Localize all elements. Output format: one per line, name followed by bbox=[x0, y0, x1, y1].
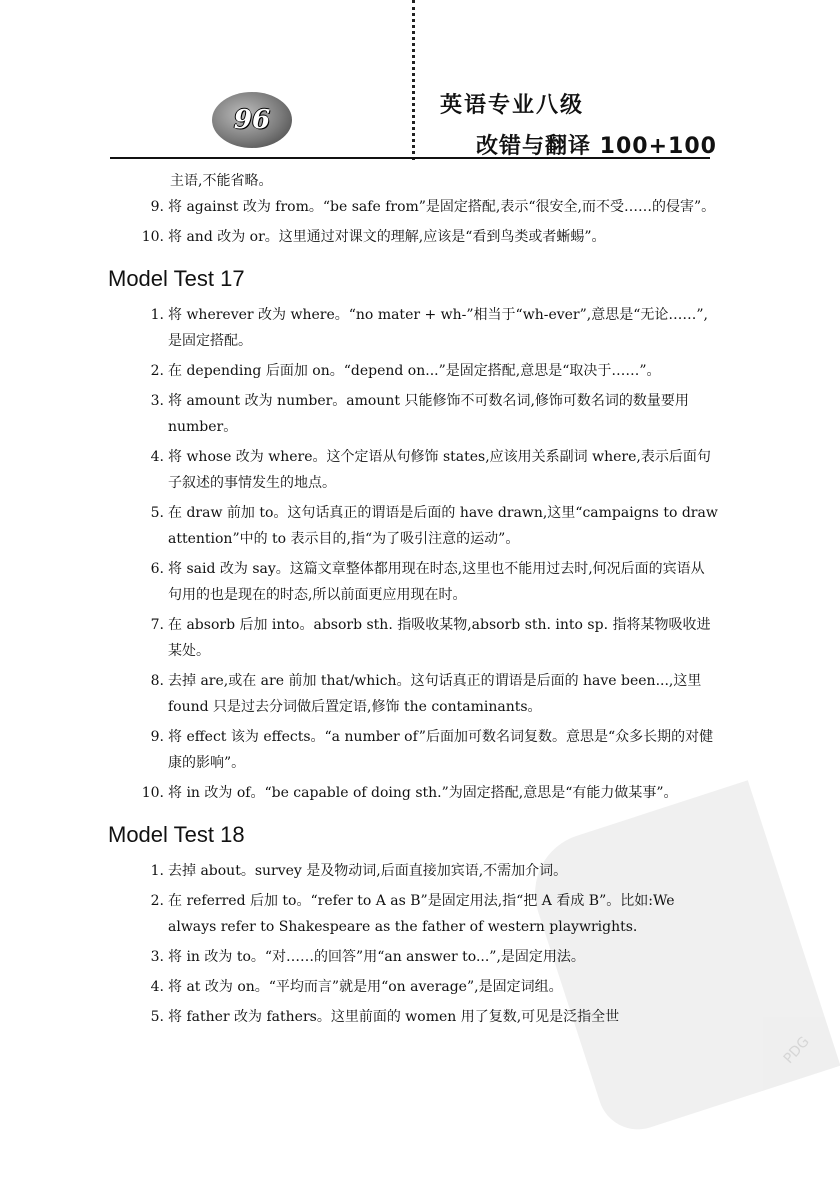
item-number: 2. bbox=[150, 893, 164, 909]
list-item bbox=[108, 612, 718, 664]
page-number: 96 bbox=[233, 105, 271, 135]
list-item bbox=[108, 780, 718, 806]
item-number: 9. bbox=[150, 199, 164, 215]
item-text: 将 father 改为 fathers。这里前面的 women 用了复数,可见是泛指全世 bbox=[168, 1009, 620, 1025]
list-item bbox=[108, 974, 718, 1000]
item-text: 去掉 are,或在 are 前加 that/which。这句话真正的谓语是后面的 have been...,这里 found 只是过去分词做后置定语,修饰 the contaminants。 bbox=[168, 673, 702, 715]
list-item bbox=[108, 194, 718, 220]
list-item bbox=[108, 858, 718, 884]
item-number: 4. bbox=[150, 979, 164, 995]
item-text: 将 effect 该为 effects。“a number of”后面加可数名词复数。意思是“众多长期的对健康的影响”。 bbox=[168, 729, 714, 771]
list-item bbox=[108, 444, 718, 496]
item-number: 3. bbox=[150, 393, 164, 409]
item-number: 5. bbox=[150, 1009, 164, 1025]
item-number: 10. bbox=[141, 785, 164, 801]
page-number-badge bbox=[212, 92, 292, 148]
list-item bbox=[108, 556, 718, 608]
item-number: 2. bbox=[150, 363, 164, 379]
list-item bbox=[108, 724, 718, 776]
section-heading: Model Test 17 bbox=[108, 266, 245, 291]
intro-list bbox=[108, 194, 718, 250]
item-number: 4. bbox=[150, 449, 164, 465]
header-title-line2: 改错与翻译 100+100 bbox=[476, 134, 717, 159]
item-number: 7. bbox=[150, 617, 164, 633]
item-text: 在 absorb 后加 into。absorb sth. 指吸收某物,absorb sth. into sp. 指将某物吸收进某处。 bbox=[168, 617, 711, 659]
item-number: 8. bbox=[150, 673, 164, 689]
page-content bbox=[108, 168, 718, 1034]
section-model-test-18 bbox=[108, 820, 718, 1030]
list-item bbox=[108, 224, 718, 250]
list-item bbox=[108, 944, 718, 970]
item-number: 9. bbox=[150, 729, 164, 745]
list-item bbox=[108, 302, 718, 354]
item-text: 在 depending 后面加 on。“depend on...”是固定搭配,意思是“取决于……”。 bbox=[168, 363, 661, 379]
list-item bbox=[108, 358, 718, 384]
item-text: 将 amount 改为 number。amount 只能修饰不可数名词,修饰可数名词的数量要用 number。 bbox=[168, 393, 689, 435]
section-model-test-17 bbox=[108, 264, 718, 806]
item-text: 将 wherever 改为 where。“no mater + wh-”相当于“wh-ever”,意思是“无论……”,是固定搭配。 bbox=[168, 307, 708, 349]
item-number: 5. bbox=[150, 505, 164, 521]
item-number: 1. bbox=[150, 863, 164, 879]
item-text: 将 in 改为 of。“be capable of doing sth.”为固定搭配,意思是“有能力做某事”。 bbox=[168, 785, 678, 801]
item-number: 1. bbox=[150, 307, 164, 323]
item-text: 将 and 改为 or。这里通过对课文的理解,应该是“看到鸟类或者蜥蜴”。 bbox=[168, 229, 606, 245]
watermark-text: PDG bbox=[780, 1033, 813, 1067]
item-text: 将 against 改为 from。“be safe from”是固定搭配,表示“很安全,而不受……的侵害”。 bbox=[168, 199, 716, 215]
item-text: 将 in 改为 to。“对……的回答”用“an answer to...”,是固定用法。 bbox=[168, 949, 585, 965]
item-number: 10. bbox=[141, 229, 164, 245]
dotted-divider bbox=[412, 0, 415, 160]
running-header bbox=[440, 88, 740, 160]
item-number: 6. bbox=[150, 561, 164, 577]
item-number: 3. bbox=[150, 949, 164, 965]
item-text: 将 whose 改为 where。这个定语从句修饰 states,应该用关系副词 where,表示后面句子叙述的事情发生的地点。 bbox=[168, 449, 711, 491]
header-rule bbox=[110, 157, 710, 159]
header-title-line1: 英语专业八级 bbox=[440, 93, 585, 118]
section-heading: Model Test 18 bbox=[108, 822, 245, 847]
continuation-text: 主语,不能省略。 bbox=[170, 173, 273, 189]
item-text: 将 said 改为 say。这篇文章整体都用现在时态,这里也不能用过去时,何况后面的宾语从句用的也是现在的时态,所以前面更应用现在时。 bbox=[168, 561, 705, 603]
list-item bbox=[108, 500, 718, 552]
item-text: 去掉 about。survey 是及物动词,后面直接加宾语,不需加介词。 bbox=[168, 863, 568, 879]
item-text: 在 referred 后加 to。“refer to A as B”是固定用法,指“把 A 看成 B”。比如:We always refer to Shakespeare as the father of western playwrights. bbox=[168, 893, 675, 935]
list-item bbox=[108, 888, 718, 940]
item-text: 在 draw 前加 to。这句话真正的谓语是后面的 have drawn,这里“campaigns to draw attention”中的 to 表示目的,指“为了吸引注意的运动”。 bbox=[168, 505, 718, 547]
list-item bbox=[108, 388, 718, 440]
list-item bbox=[108, 668, 718, 720]
item-text: 将 at 改为 on。“平均而言”就是用“on average”,是固定词组。 bbox=[168, 979, 563, 995]
list-item bbox=[108, 1004, 718, 1030]
